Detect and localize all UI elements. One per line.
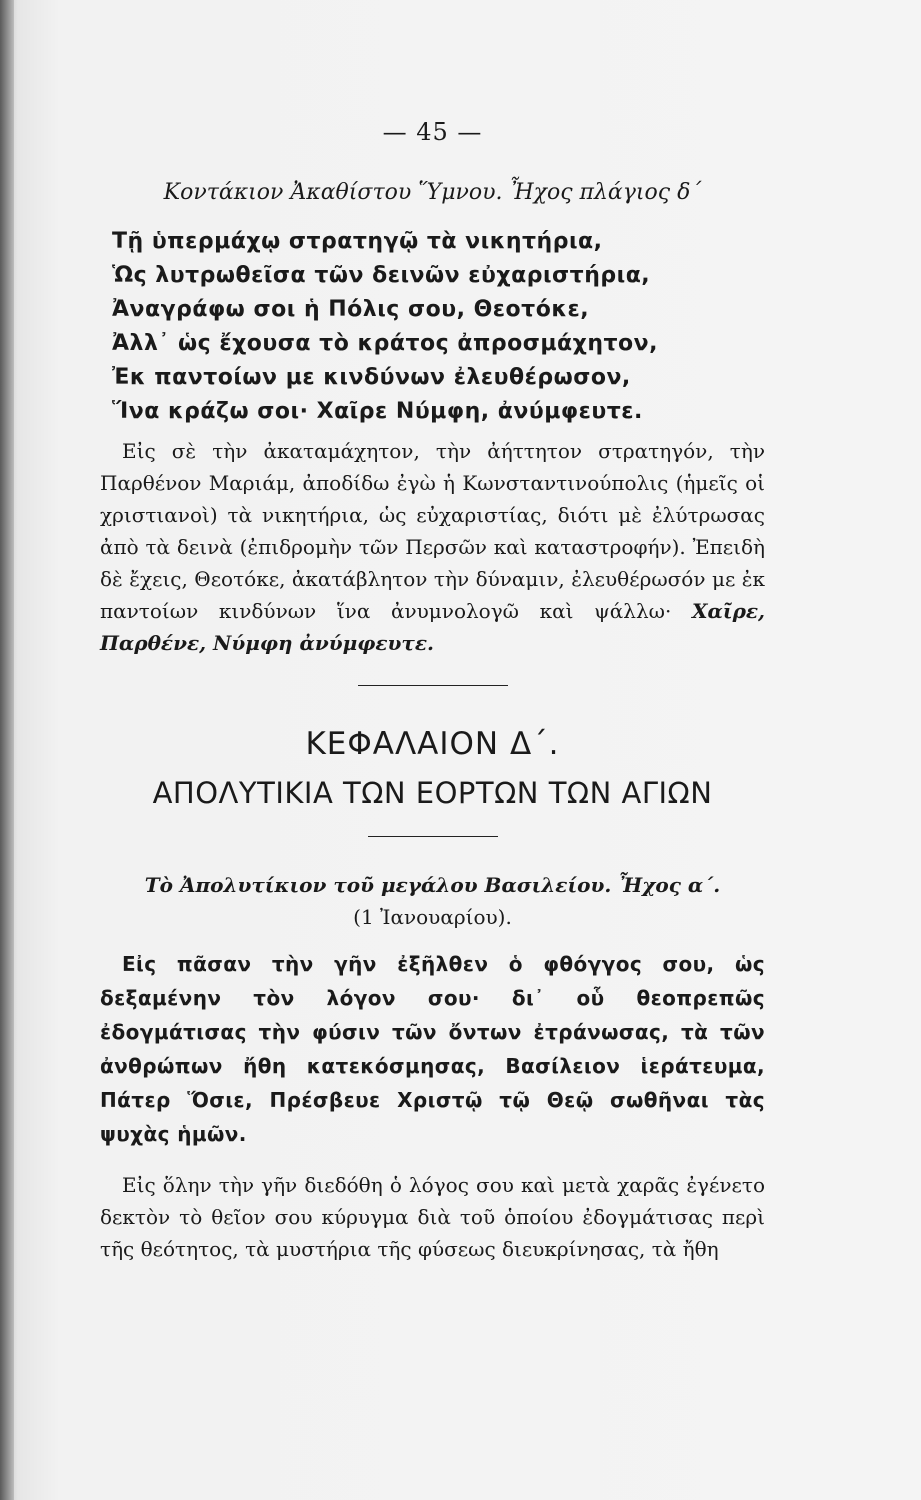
page-gutter-shadow <box>0 0 14 1500</box>
apolytikion-heading: Τὸ Ἀπολυτίκιον τοῦ μεγάλου Βασιλείου. Ἦχος α΄. <box>144 873 721 897</box>
hymn-line: Ἀλλ᾿ ὡς ἔχουσα τὸ κράτος ἀπροσμάχητον, <box>112 331 658 356</box>
hymn-line: Ἐκ παντοίων με κινδύνων ἐλευθέρωσον, <box>112 365 631 390</box>
hymn-line: Ἵνα κράζω σοι· Χαῖρε Νύμφη, ἀνύμφευτε. <box>112 399 643 424</box>
kontakion-paraphrase <box>100 435 765 659</box>
paraphrase-ending: Χαῖρε, Παρθένε, Νύμφη ἀνύμφευτε. <box>100 599 765 655</box>
apolytikion-paraphrase: Εἰς ὅλην τὴν γῆν διεδόθη ὁ λόγος σου καὶ μετὰ χαρᾶς ἐγένετο δεκτὸν τὸ θεῖον σου κύρυγμα διὰ τοῦ ὁποίου ἐδογμάτισας περὶ τῆς θεότητος, τὰ μυστήρια τῆς φύσεως διευκρίνησας, τὰ ἤθη <box>100 1173 765 1261</box>
hymn-line: Ἀναγράφω σοι ἡ Πόλις σου, Θεοτόκε, <box>112 297 590 322</box>
apolytikion-hymn: Εἰς πᾶσαν τὴν γῆν ἐξῆλθεν ὁ φθόγγος σου, ὡς δεξαμένην τὸν λόγον σου· δι᾿ οὗ θεοπρεπῶς ἐδογμάτισας τὴν φύσιν τῶν ὄντων ἐτράνωσας, τὰ τῶν ἀνθρώπων ἤθη κατεκόσμησας, Βασίλειον ἱεράτευμα, Πάτερ Ὅσιε, Πρέσβευε Χριστῷ τῷ Θεῷ σωθῆναι τὰς ψυχὰς ἡμῶν. <box>100 952 765 1146</box>
section-divider <box>358 685 508 686</box>
page-number: — 45 — <box>382 118 483 146</box>
chapter-subtitle: ΑΠΟΛΥΤΙΚΙΑ ΤΩΝ ΕΟΡΤΩΝ ΤΩΝ ΑΓΙΩΝ <box>152 776 713 810</box>
chapter-title: ΚΕΦΑΛΑΙΟΝ Δ΄. <box>305 726 560 762</box>
chapter-divider <box>368 836 498 837</box>
hymn-line: Τῇ ὑπερμάχῳ στρατηγῷ τὰ νικητήρια, <box>112 229 603 254</box>
hymn-line: Ὡς λυτρωθεῖσα τῶν δεινῶν εὐχαριστήρια, <box>112 263 651 288</box>
paraphrase-text: Εἰς σὲ τὴν ἀκαταμάχητον, τὴν ἀήττητον στρατηγόν, τὴν Παρθένον Μαριάμ, ἀποδίδω ἐγὼ ἡ Κωνσταντινούπολις (ἡμεῖς οἱ χριστιανοὶ) τὰ νικητήρια, ὡς εὐχαριστίας, διότι μὲ ἐλύτρωσας ἀπὸ τὰ δεινὰ (ἐπιδρομὴν τῶν Περσῶν καὶ καταστροφήν). Ἐπειδὴ δὲ ἔχεις, Θεοτόκε, ἀκατάβλητον τὴν δύναμιν, ἐλευθέρωσόν με ἐκ παντοίων κινδύνων ἵνα ἀνυμνολογῶ καὶ ψάλλω· <box>100 439 765 623</box>
feast-date: (1 Ἰανουαρίου). <box>353 905 512 929</box>
page-content <box>100 118 765 1265</box>
kontakion-hymn <box>112 225 765 429</box>
kontakion-heading: Κοντάκιον Ἀκαθίστου Ὕμνου. Ἦχος πλάγιος δ΄ <box>163 180 702 205</box>
